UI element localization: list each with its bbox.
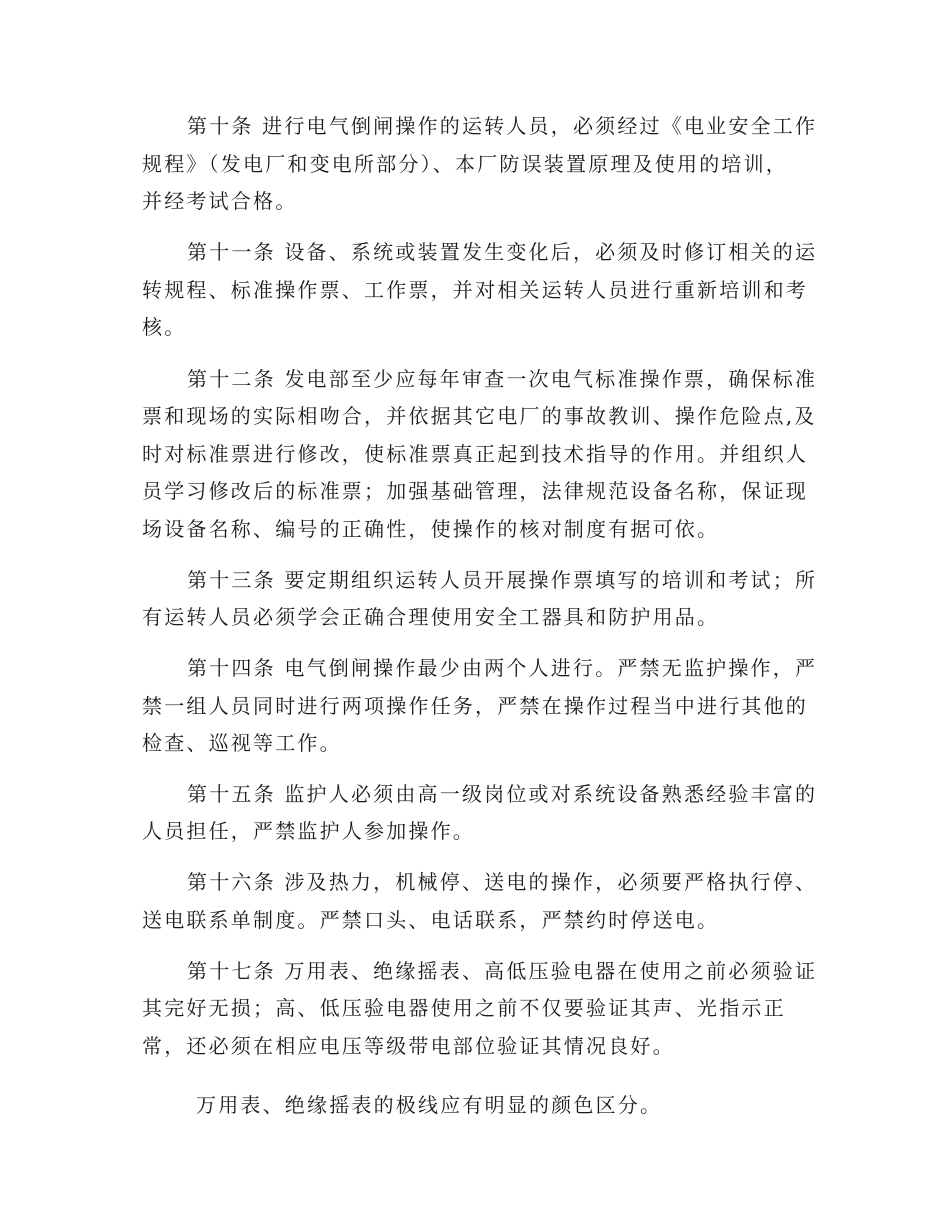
text-line: 第十七条 万用表、绝缘摇表、高低压验电器在使用之前必须验证 bbox=[187, 959, 818, 983]
text-line: 票和现场的实际相吻合，并依据其它电厂的事故教训、操作危险点,及 bbox=[142, 404, 817, 428]
text-line: 有运转人员必须学会正确合理使用安全工器具和防护用品。 bbox=[142, 605, 720, 629]
text-line: 第十四条 电气倒闸操作最少由两个人进行。严禁无监护操作，严 bbox=[187, 656, 818, 680]
text-line: 第十三条 要定期组织运转人员开展操作票填写的培训和考试；所 bbox=[187, 568, 818, 592]
text-line: 禁一组人员同时进行两项操作任务，严禁在操作过程当中进行其他的 bbox=[142, 694, 808, 718]
text-line: 其完好无损；高、低压验电器使用之前不仅要验证其声、光指示正 bbox=[142, 996, 786, 1020]
text-line: 第十一条 设备、系统或装置发生变化后，必须及时修订相关的运 bbox=[187, 240, 818, 264]
text-line: 场设备名称、编号的正确性，使操作的核对制度有据可依。 bbox=[142, 517, 720, 541]
text-line: 检查、巡视等工作。 bbox=[142, 731, 342, 755]
text-line: 第十条 进行电气倒闸操作的运转人员，必须经过《电业安全工作 bbox=[187, 114, 818, 138]
text-line: 规程》（发电厂和变电所部分）、本厂防误装置原理及使用的培训， bbox=[142, 152, 788, 176]
text-line: 核。 bbox=[142, 315, 187, 339]
text-line: 第十二条 发电部至少应每年审查一次电气标准操作票，确保标准 bbox=[187, 367, 818, 391]
text-line: 万用表、绝缘摇表的极线应有明显的颜色区分。 bbox=[196, 1093, 663, 1117]
text-line: 第十五条 监护人必须由高一级岗位或对系统设备熟悉经验丰富的 bbox=[187, 782, 818, 806]
text-line: 常，还必须在相应电压等级带电部位验证其情况良好。 bbox=[142, 1034, 675, 1058]
text-line: 第十六条 涉及热力，机械停、送电的操作，必须要严格执行停、 bbox=[187, 870, 818, 894]
text-line: 人员担任，严禁监护人参加操作。 bbox=[142, 819, 475, 843]
text-line: 转规程、标准操作票、工作票，并对相关运转人员进行重新培训和考 bbox=[142, 278, 808, 302]
text-line: 时对标准票进行修改，使标准票真正起到技术指导的作用。并组织人 bbox=[142, 442, 808, 466]
text-line: 并经考试合格。 bbox=[142, 189, 298, 213]
text-line: 送电联系单制度。严禁口头、电话联系，严禁约时停送电。 bbox=[142, 908, 720, 932]
text-line: 员学习修改后的标准票；加强基础管理，法律规范设备名称，保证现 bbox=[142, 479, 808, 503]
